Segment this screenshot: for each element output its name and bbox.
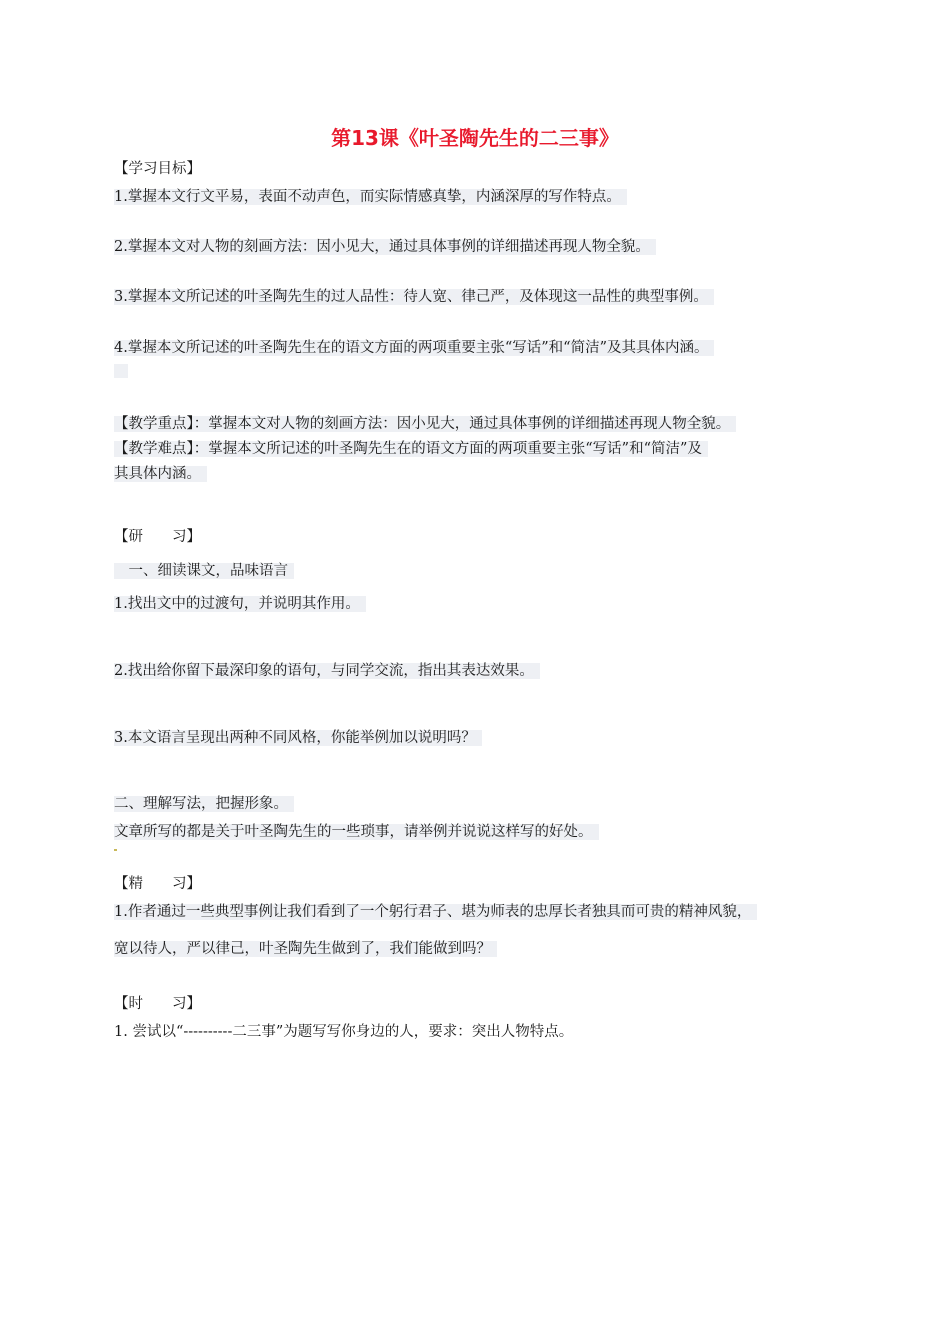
goal-item-2: 2.掌握本文对人物的刻画方法：因小见大，通过具体事例的详细描述再现人物全貌。	[114, 239, 656, 255]
practice-line-1: 1.作者通过一些典型事例让我们看到了一个躬行君子、堪为师表的忠厚长者独具而可贵的精神风貌，	[114, 904, 757, 920]
part1-title: 一、细读课文，品味语言	[114, 563, 294, 579]
page-title: 第13课《叶圣陶先生的二三事》	[331, 126, 619, 150]
difficulty-line-2: 其具体内涵。	[114, 466, 207, 482]
part1-question-3: 3.本文语言呈现出两种不同风格，你能举例加以说明吗？	[114, 730, 482, 746]
part2-text: 文章所写的都是关于叶圣陶先生的一些琐事，请举例并说说这样写的好处。	[114, 824, 599, 840]
part1-question-1: 1.找出文中的过渡句，并说明其作用。	[114, 596, 366, 612]
key-point: 【教学重点】：掌握本文对人物的刻画方法：因小见大，通过具体事例的详细描述再现人物全貌。	[114, 416, 736, 432]
edit-mark	[114, 849, 117, 851]
practice-line-2: 宽以待人，严以律己，叶圣陶先生做到了，我们能做到吗？	[114, 941, 497, 957]
goal-item-3: 3.掌握本文所记述的叶圣陶先生的过人品性：待人宽、律己严，及体现这一品性的典型事例。	[114, 289, 714, 305]
practice-header: 【精 习】	[114, 876, 201, 892]
part2-title: 二、理解写法，把握形象。	[114, 796, 294, 812]
goal-item-4: 4.掌握本文所记述的叶圣陶先生在的语文方面的两项重要主张“写话”和“简洁”及其具体内涵。	[114, 340, 714, 356]
difficulty-line-1: 【教学难点】：掌握本文所记述的叶圣陶先生在的语文方面的两项重要主张“写话”和“简洁”及	[114, 441, 708, 457]
part1-question-2: 2.找出给你留下最深印象的语句，与同学交流，指出其表达效果。	[114, 663, 540, 679]
homework-text: 1. 尝试以“----------二三事”为题写写你身边的人，要求：突出人物特点。	[114, 1024, 574, 1040]
homework-header: 【时 习】	[114, 996, 201, 1012]
goals-header: 【学习目标】	[114, 161, 201, 177]
study-header: 【研 习】	[114, 529, 201, 545]
goal-item-1: 1.掌握本文行文平易，表面不动声色，而实际情感真挚，内涵深厚的写作特点。	[114, 189, 627, 205]
blank-highlight	[114, 364, 128, 378]
